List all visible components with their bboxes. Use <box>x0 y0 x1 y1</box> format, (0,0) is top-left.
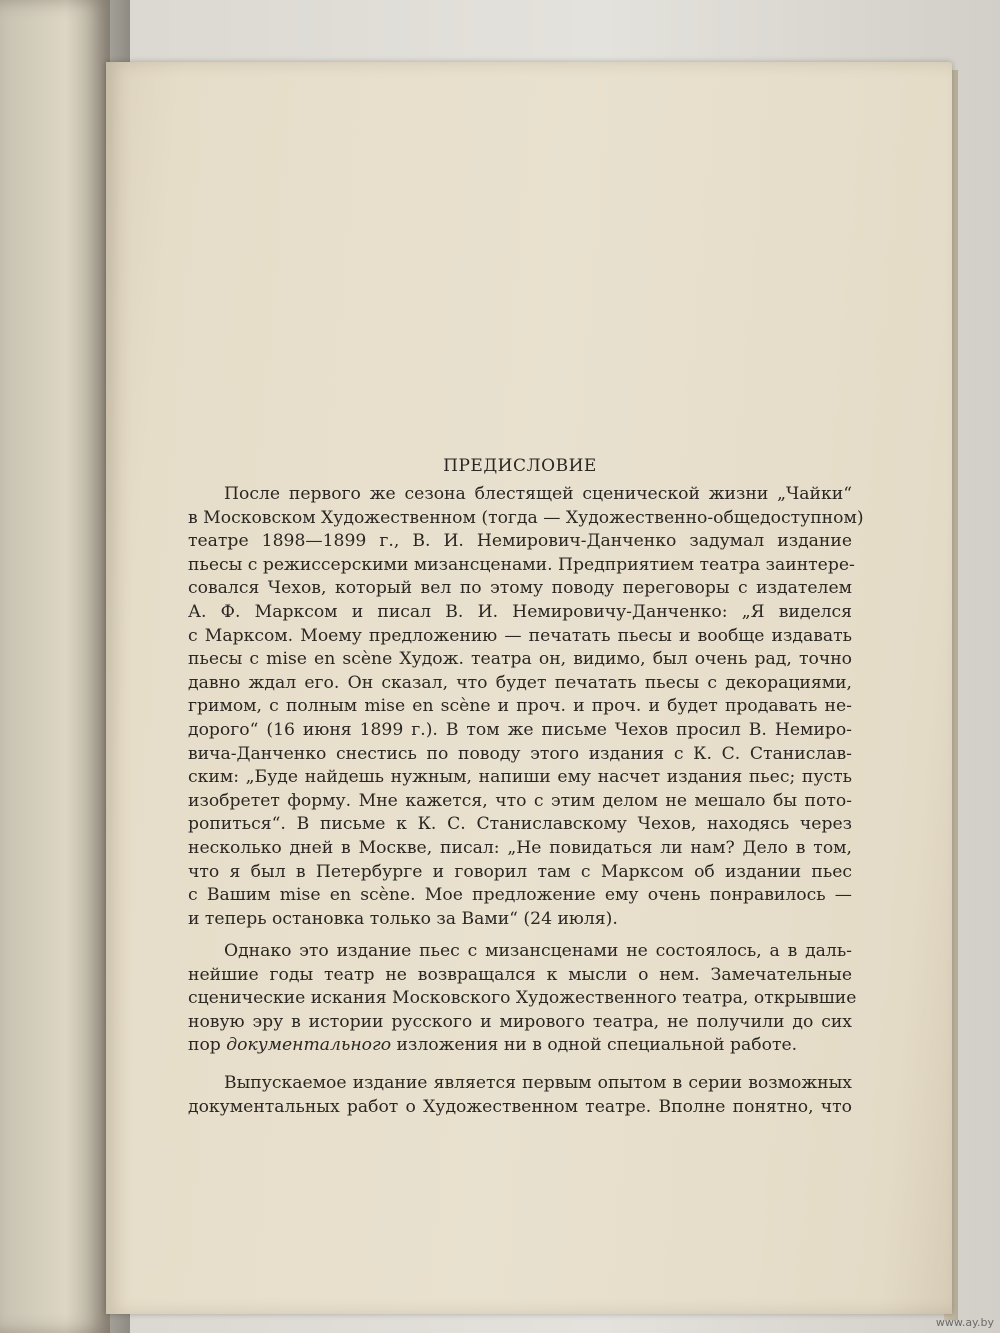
text-line: изобретет форму. Мне кажется, что с этим делом не мешало бы пото- <box>188 790 852 811</box>
text-line: что я был в Петербурге и говорил там с Марксом об издании пьес <box>188 861 852 882</box>
paragraph-3 <box>188 1072 852 1119</box>
text-line: новую эру в истории русского и мирового театра, не получили до сих <box>188 1011 852 1032</box>
text-segment: пор <box>188 1035 227 1056</box>
text-line <box>188 1034 852 1058</box>
text-line: документальных работ о Художественном театре. Вполне понятно, что <box>188 1096 852 1117</box>
text-line: гримом, с полным mise en scène и проч. и проч. и будет продавать не- <box>188 696 852 717</box>
text-line: с Марксом. Моему предложению — печатать пьесы и вообще издавать <box>188 625 852 646</box>
text-line: А. Ф. Марксом и писал В. И. Немировичу-Данченко: „Я виделся <box>188 601 852 622</box>
text-line: с Вашим mise en scène. Мое предложение ему очень понравилось — <box>188 885 852 906</box>
text-line: и теперь остановка только за Вами“ (24 июля). <box>188 908 618 929</box>
text-line: Выпускаемое издание является первым опытом в серии возможных <box>224 1073 852 1093</box>
italic-word: документального <box>226 1035 392 1056</box>
text-line: совался Чехов, который вел по этому поводу переговоры с издателем <box>188 578 852 599</box>
text-line: пьесы с режиссерскими мизансценами. Предприятием театра заинтере- <box>188 554 855 575</box>
text-line: пьесы с mise en scène Худож. театра он, видимо, был очень рад, точно <box>188 649 852 670</box>
text-line: ским: „Буде найдешь нужным, напиши ему насчет издания пьес; пусть <box>188 767 852 788</box>
text-line: сценические искания Московского Художественного театра, открывшие <box>188 988 857 1009</box>
paragraph-1 <box>188 483 864 931</box>
left-page <box>0 0 110 1333</box>
text-segment: изложения ни в одной специальной работе. <box>391 1035 798 1056</box>
text-line: в Московском Художественном (тогда — Художественно-общедоступном) <box>188 507 864 528</box>
text-line: давно ждал его. Он сказал, что будет печатать пьесы с декорациями, <box>188 672 852 693</box>
watermark: www.ay.by <box>935 1316 994 1329</box>
text-line: вича-Данченко снестись по поводу этого издания с К. С. Станислав- <box>188 743 852 764</box>
text-line: театре 1898—1899 г., В. И. Немирович-Данченко задумал издание <box>188 531 852 552</box>
text-line: дорого“ (16 июня 1899 г.). В том же письме Чехов просил В. Немиро- <box>188 719 852 740</box>
paragraph-2 <box>188 940 857 1058</box>
text-line: После первого же сезона блестящей сценической жизни „Чайки“ <box>224 484 852 504</box>
text-line: нейшие годы театр не возвращался к мысли о нем. Замечательные <box>188 964 852 985</box>
text-line: Однако это издание пьес с мизансценами не состоялось, а в даль- <box>224 941 852 961</box>
text-line: несколько дней в Москве, писал: „Не повидаться ли нам? Дело в том, <box>188 837 852 858</box>
text-line: ропиться“. В письме к К. С. Станиславскому Чехов, находясь через <box>188 814 852 835</box>
page-heading: ПРЕДИСЛОВИЕ <box>443 456 597 476</box>
